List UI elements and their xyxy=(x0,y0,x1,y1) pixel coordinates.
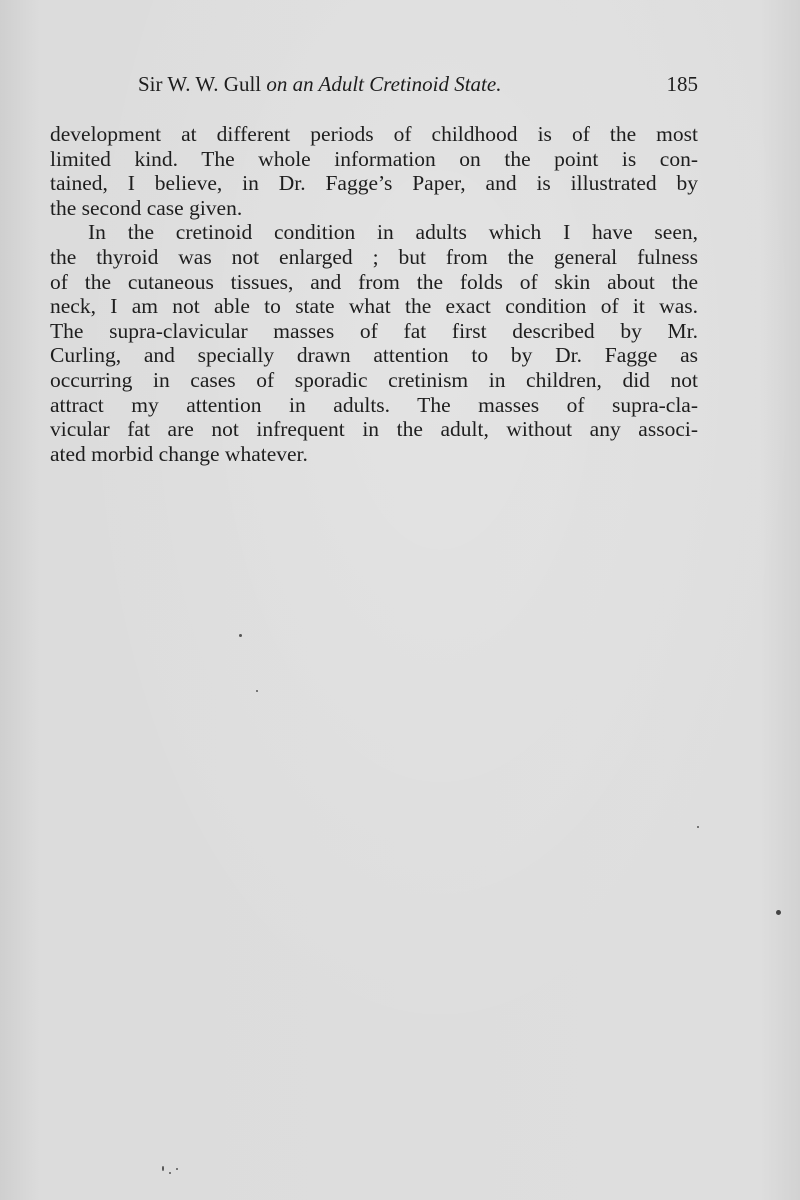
paragraph xyxy=(50,294,698,319)
scan-speck xyxy=(239,634,242,637)
paragraph xyxy=(50,270,698,295)
text-line: limited kind. The whole information on the point is con- xyxy=(50,146,698,171)
text-line: occurring in cases of sporadic cretinism in children, did not xyxy=(50,367,698,392)
paragraph xyxy=(50,220,698,245)
running-title-author: Sir W. W. Gull xyxy=(138,72,262,96)
text-line: neck, I am not able to state what the exact condition of it was. xyxy=(50,294,698,319)
running-title xyxy=(138,72,501,97)
text-line: tained, I believe, in Dr. Fagge’s Paper, and is illustrated by xyxy=(50,171,698,196)
running-head xyxy=(50,72,700,102)
scan-speck xyxy=(256,690,258,692)
scan-speck xyxy=(169,1172,171,1174)
text-line: Curling, and specially drawn attention to by Dr. Fagge as xyxy=(50,343,698,368)
text-line: The supra-clavicular masses of fat first described by Mr. xyxy=(50,318,698,343)
text-line: the thyroid was not enlarged ; but from the general fulness xyxy=(50,244,698,269)
scan-speck xyxy=(776,910,781,915)
paragraph xyxy=(50,393,698,418)
paragraph xyxy=(50,319,698,344)
text-line: of the cutaneous tissues, and from the folds of skin about the xyxy=(50,269,698,294)
paragraph xyxy=(50,196,698,221)
paragraph xyxy=(50,245,698,270)
text-line: vicular fat are not infrequent in the adult, without any associ- xyxy=(50,417,698,442)
scan-speck xyxy=(697,826,699,828)
scan-speck xyxy=(162,1166,164,1171)
running-title-italic: on an Adult Cretinoid State. xyxy=(266,72,502,96)
text-line: In the cretinoid condition in adults which I have seen, xyxy=(88,220,698,245)
scan-speck xyxy=(176,1168,178,1170)
paragraph xyxy=(50,442,698,467)
paragraph xyxy=(50,122,698,147)
text-line: the second case given. xyxy=(50,195,243,220)
paragraph xyxy=(50,368,698,393)
paragraph xyxy=(50,417,698,442)
paragraph xyxy=(50,171,698,196)
body-text xyxy=(50,122,698,466)
text-line: ated morbid change whatever. xyxy=(50,441,308,466)
paragraph xyxy=(50,343,698,368)
paragraph xyxy=(50,147,698,172)
text-line: development at different periods of childhood is of the most xyxy=(50,122,698,146)
text-line: attract my attention in adults. The masses of supra-cla- xyxy=(50,392,698,417)
page-number: 185 xyxy=(666,72,698,96)
